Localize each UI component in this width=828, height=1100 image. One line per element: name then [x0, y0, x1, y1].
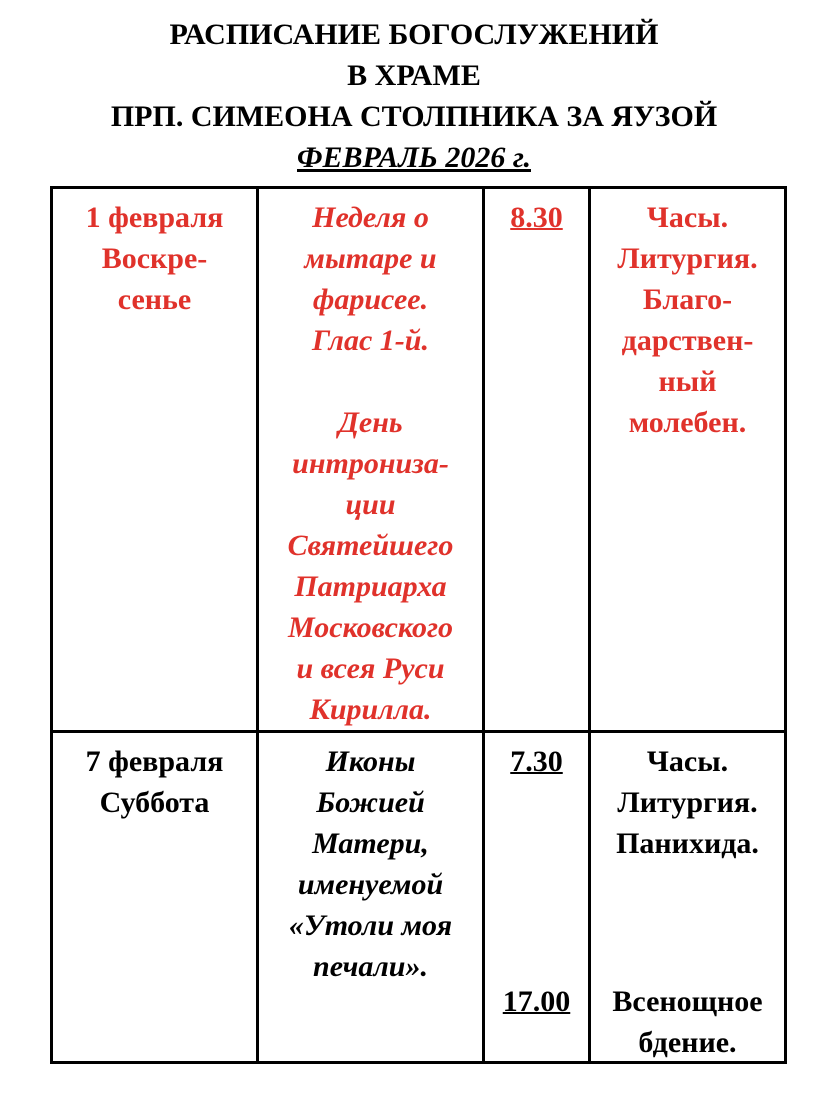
feast-line: мытаре и — [304, 242, 437, 275]
service-line: молебен. — [628, 406, 747, 439]
feast-line: и всея Руси — [296, 652, 445, 685]
service-line: Панихида. — [616, 827, 759, 860]
feast-line: Матери, — [312, 827, 429, 860]
feast-line: интрониза- — [292, 447, 449, 480]
feast-line: фарисее. — [312, 283, 429, 316]
feast-line: печали». — [313, 950, 428, 983]
date-text: 1 февраля — [85, 201, 224, 234]
service-line: Часы. — [646, 201, 729, 234]
feast-cell — [258, 732, 484, 1063]
table-row — [52, 732, 786, 1063]
service-cell — [590, 188, 786, 732]
service-time: 8.30 — [510, 201, 563, 234]
date-cell — [52, 188, 258, 732]
feast-line: Московского — [287, 611, 454, 644]
header-title: РАСПИСАНИЕ БОГОСЛУЖЕНИЙ — [169, 18, 659, 51]
weekday-text: Суббота — [99, 786, 210, 819]
service-line: Литургия. — [617, 242, 758, 275]
weekday-text: сенье — [117, 283, 192, 316]
feast-line: Святейшего — [287, 529, 454, 562]
feast-line: Кирилла. — [309, 693, 432, 726]
time-cell — [484, 188, 590, 732]
date-cell — [52, 732, 258, 1063]
feast-line: Иконы — [325, 745, 416, 778]
feast-line: Божией — [316, 786, 425, 819]
feast-cell — [258, 188, 484, 732]
service-line: дарствен- — [621, 324, 754, 357]
date-text: 7 февраля — [85, 745, 224, 778]
table-row — [52, 188, 786, 732]
header-church-name: ПРП. СИМЕОНА СТОЛПНИКА ЗА ЯУЗОЙ — [110, 100, 718, 133]
service-cell — [590, 732, 786, 1063]
service-line: Часы. — [646, 745, 729, 778]
feast-line: «Утоли моя — [288, 909, 453, 942]
feast-line: Глас 1-й. — [312, 324, 429, 357]
service-line: ный — [658, 365, 717, 398]
header-month: ФЕВРАЛЬ 2026 г. — [297, 141, 531, 174]
service-line: Всенощное — [612, 985, 763, 1018]
service-time: 17.00 — [502, 985, 571, 1018]
feast-line: Патриарха — [294, 570, 447, 603]
feast-line: именуемой — [297, 868, 444, 901]
feast-line: Неделя о — [312, 201, 429, 234]
time-cell — [484, 732, 590, 1063]
weekday-text: Воскре- — [101, 242, 208, 275]
service-line: Литургия. — [617, 786, 758, 819]
service-line: бдение. — [638, 1026, 737, 1059]
header-subtitle: В ХРАМЕ — [347, 59, 481, 92]
service-time: 7.30 — [510, 745, 563, 778]
service-group — [591, 981, 784, 1063]
service-line: Благо- — [642, 283, 733, 316]
feast-line: ции — [345, 488, 396, 521]
schedule-table — [50, 186, 787, 1064]
feast-line: День — [338, 406, 403, 439]
schedule-header — [0, 14, 828, 178]
